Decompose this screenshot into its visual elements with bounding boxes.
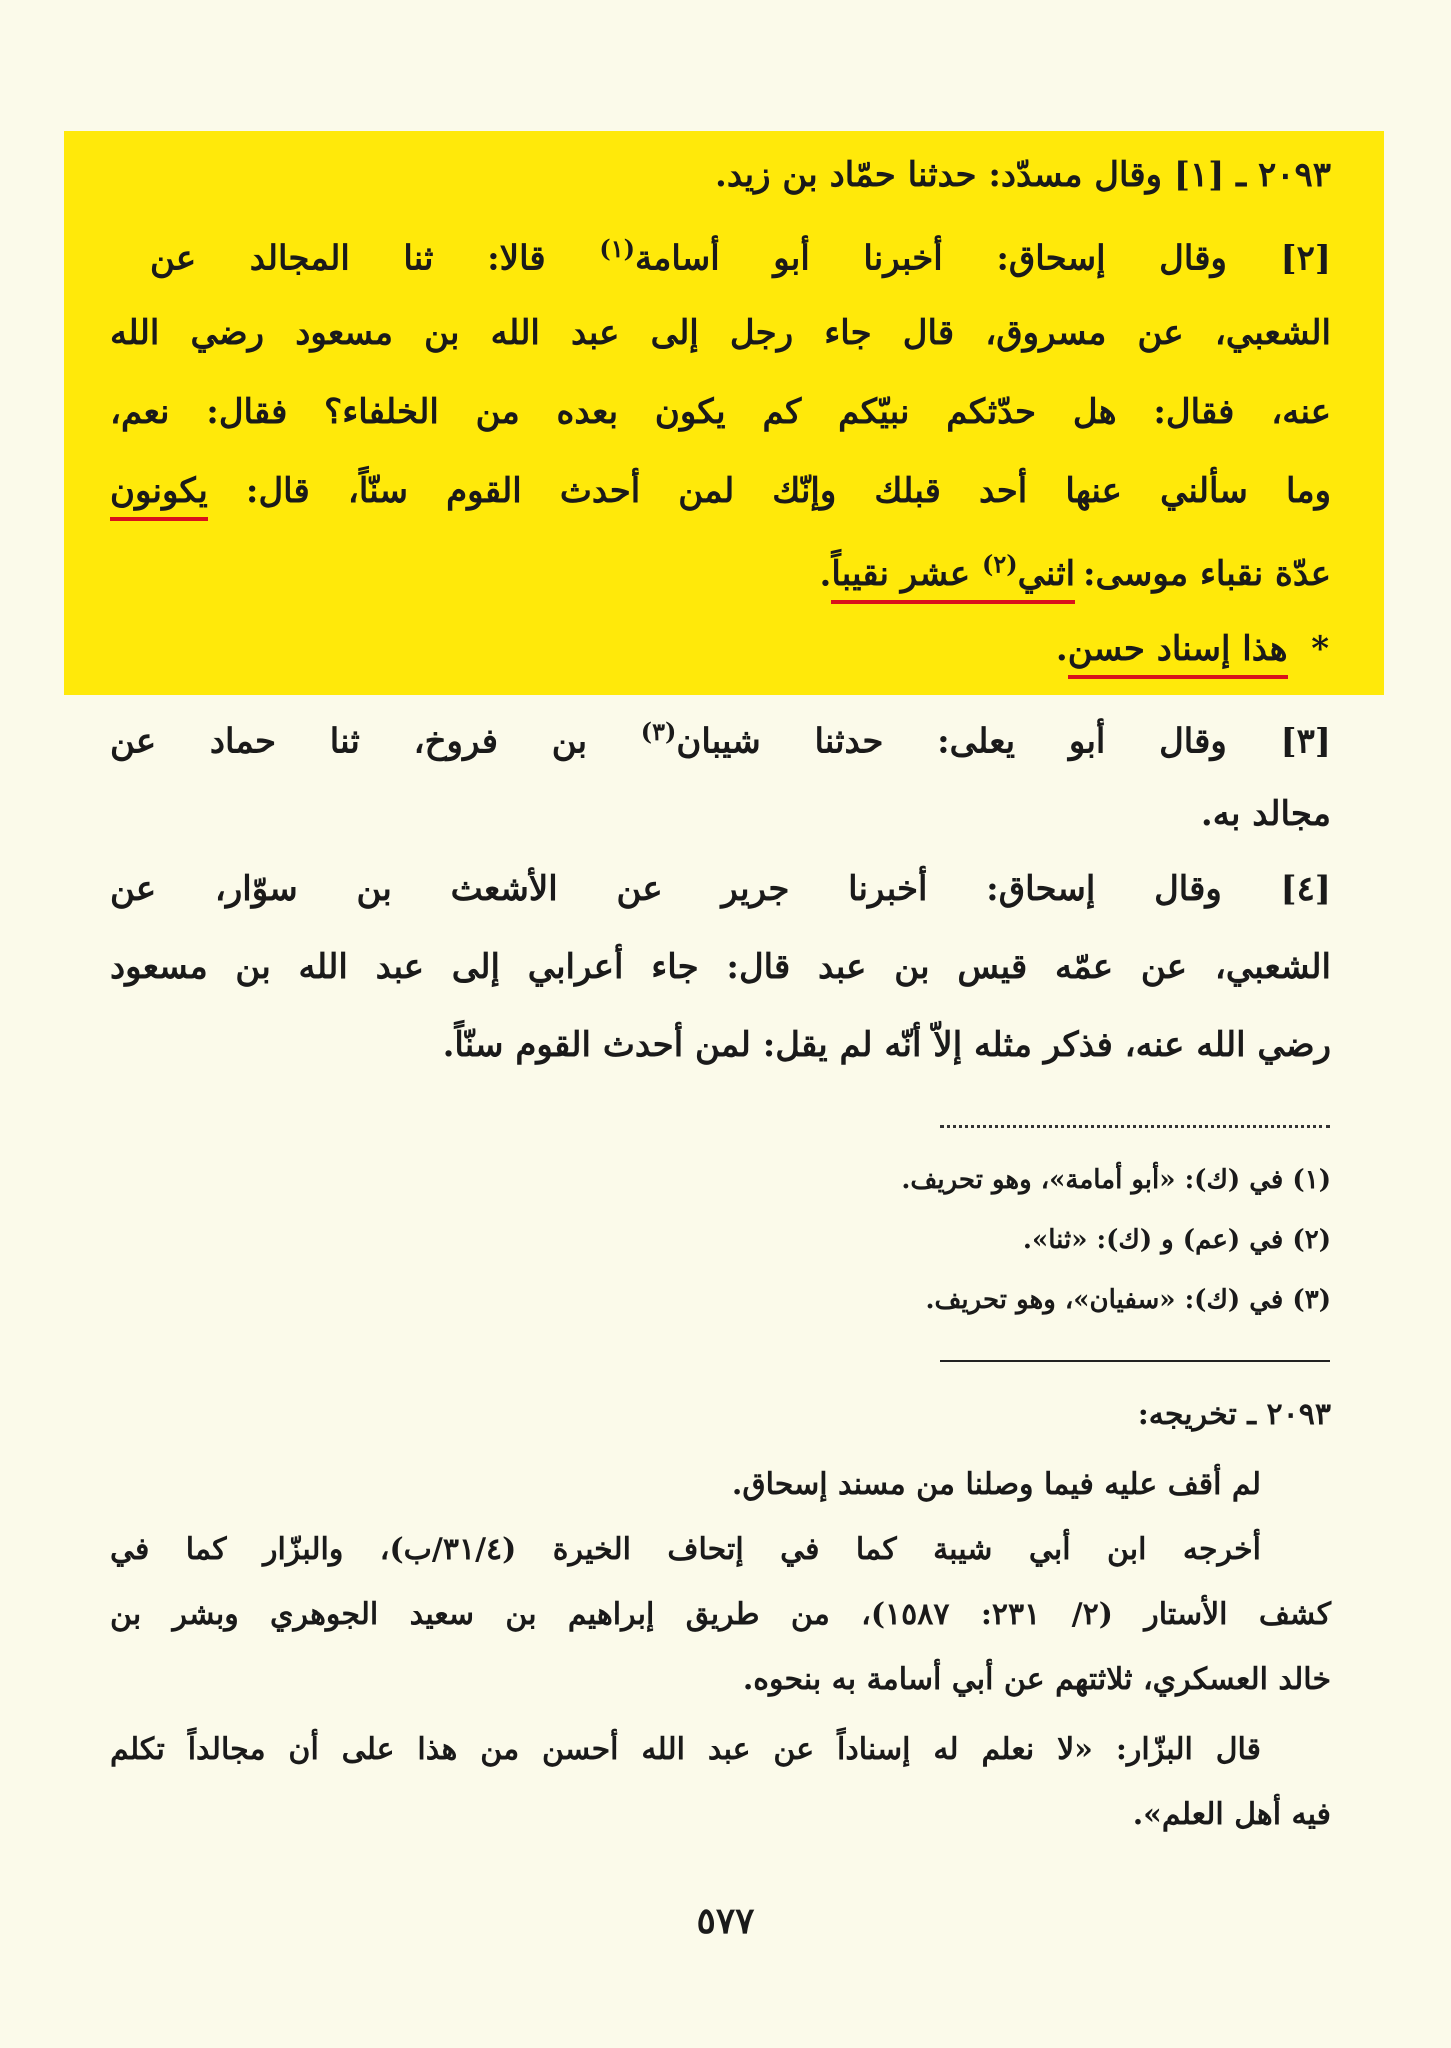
underlined-phrase (831, 550, 1076, 604)
narration-text: بن فروخ، ثنا حماد عن (110, 721, 641, 762)
takhrij-paragraph-3-line-2 (1132, 1797, 1331, 1832)
takhrij-paragraph-2-line-1 (110, 1532, 1261, 1567)
takhrij-paragraph-2-line-2 (110, 1597, 1331, 1632)
hadith-text: اثني (1017, 554, 1076, 595)
hadith-line-1 (714, 155, 1331, 195)
takhrij-text: لم أقف عليه فيما وصلنا من مسند إسحاق. (731, 1467, 1261, 1502)
hadith-line-4 (110, 392, 1331, 432)
narration-4-line-2 (110, 947, 1331, 987)
underlined-phrase: عدّة نقباء موسى: (1071, 554, 1331, 595)
hadith-text: . (819, 554, 832, 595)
hadith-text: الشعبي، عن مسروق، قال جاء رجل إلى عبد الله بن مسعود رضي الله (110, 313, 1331, 353)
narration-text: رضي الله عنه، فذكر مثله إلاّ أنّه لم يقل: لمن أحدث القوم سنّاً. (442, 1025, 1331, 1065)
takhrij-text: خالد العسكري، ثلاثتهم عن أبي أسامة به بنحوه. (742, 1662, 1331, 1697)
takhrij-paragraph-3-line-1 (110, 1732, 1261, 1767)
narration-text: مجالد به. (1200, 794, 1331, 834)
hadith-text: عنه، فقال: هل حدّثكم نبيّكم كم يكون بعده من الخلفاء؟ فقال: نعم، (110, 392, 1331, 432)
narration-4-line-1 (110, 869, 1331, 909)
page-number (0, 1900, 1451, 1942)
footnote-ref[interactable]: (١) (599, 234, 635, 263)
page-number-text: ٥٧٧ (696, 1900, 755, 1942)
section-rule (940, 1360, 1330, 1362)
hadith-line-3 (110, 313, 1331, 353)
footnote-text: (٢) في (عم) و (ك): «ثنا». (1022, 1225, 1331, 1255)
hadith-text: قالا: ثنا المجالد عن (150, 238, 600, 279)
hadith-text: وما سألني عنها أحد قبلك وإنّك لمن أحدث القوم سنّاً، قال: (207, 471, 1331, 511)
hadith-text: ٢٠٩٣ ـ [١] وقال مسدّد: حدثنا حمّاد بن زيد. (714, 155, 1331, 195)
footnote-3 (925, 1285, 1331, 1315)
narration-text: [٣] وقال أبو يعلى: حدثنا شيبان (676, 721, 1331, 762)
takhrij-text: فيه أهل العلم». (1132, 1797, 1331, 1832)
hadith-text: . (1055, 629, 1068, 669)
narration-3-line-2 (1200, 794, 1331, 834)
narration-text: الشعبي، عن عمّه قيس بن عبد قال: جاء أعرابي إلى عبد الله بن مسعود (110, 947, 1331, 987)
footnote-1 (901, 1165, 1331, 1195)
narration-text: [٤] وقال إسحاق: أخبرنا جرير عن الأشعث بن سوّار، عن (110, 869, 1331, 909)
takhrij-heading (1137, 1397, 1331, 1432)
narration-3-line-1 (110, 717, 1331, 762)
hadith-text: [٢] وقال إسحاق: أخبرنا أبو أسامة (634, 238, 1331, 279)
star-icon: * (1311, 629, 1329, 669)
hadith-line-5 (110, 471, 1331, 511)
hadith-text: عشر نقيباً (831, 554, 982, 595)
takhrij-text: قال البزّار: «لا نعلم له إسناداً عن عبد الله أحسن من هذا على أن مجالداً تكلم (110, 1732, 1261, 1767)
footnote-text: (١) في (ك): «أبو أمامة»، وهو تحريف. (901, 1165, 1331, 1195)
hadith-line-2 (150, 234, 1331, 279)
footnote-separator (940, 1125, 1330, 1128)
underlined-phrase: يكونون (110, 471, 208, 521)
hadith-line-6 (819, 550, 1331, 595)
footnote-2 (1023, 1225, 1331, 1255)
narration-4-line-3 (442, 1025, 1331, 1065)
heading-text: ٢٠٩٣ ـ تخريجه: (1137, 1397, 1331, 1432)
footnote-ref[interactable]: (٢) (981, 550, 1018, 579)
takhrij-text: كشف الأستار (٢/ ٢٣١: ١٥٨٧)، من طريق إبراهيم بن سعيد الجوهري وبشر بن (110, 1597, 1331, 1632)
takhrij-paragraph-1 (731, 1467, 1261, 1502)
takhrij-text: أخرجه ابن أبي شيبة كما في إتحاف الخيرة (٣١/٤/ب)، والبزّار كما في (110, 1532, 1261, 1567)
footnote-text: (٣) في (ك): «سفيان»، وهو تحريف. (925, 1285, 1331, 1315)
grade-text: هذا إسناد حسن (1068, 629, 1288, 679)
footnote-ref[interactable]: (٣) (640, 717, 677, 746)
hadith-grade (1055, 629, 1329, 669)
takhrij-paragraph-2-line-3 (742, 1662, 1331, 1697)
